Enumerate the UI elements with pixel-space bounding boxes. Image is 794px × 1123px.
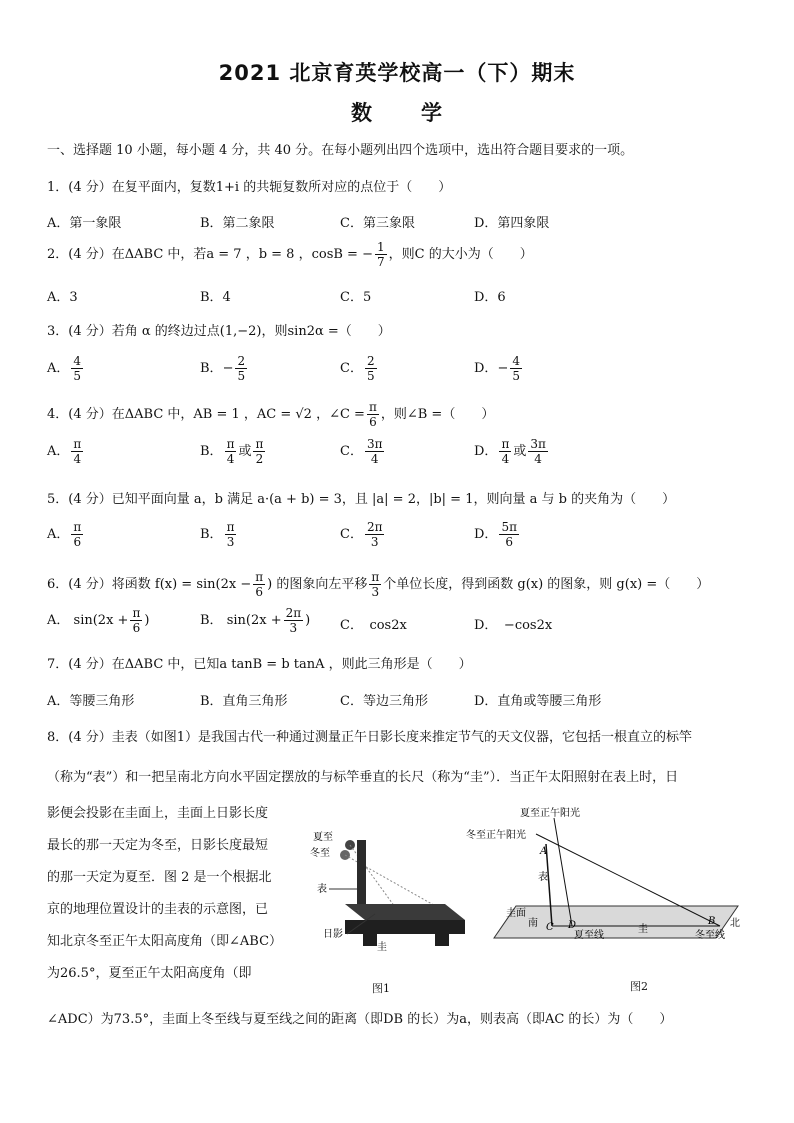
fig2-label-guimian: 圭面 [506,908,526,919]
fig2-label-nan: 南 [528,918,538,929]
fig1-label-gui: 圭 [377,942,387,953]
q4-option-a [47,437,85,466]
q3-d-frac [510,354,522,383]
fig1-label-dongzhi: 冬至 [310,848,330,859]
q5-b-label: B． [200,527,223,542]
q5-d-den: 6 [505,535,514,549]
q4-num: π [368,400,377,414]
q2-den: 7 [376,255,385,269]
q5-b-frac [225,520,237,549]
q4-d-num1: π [501,437,510,451]
question-3-options [47,354,747,390]
q3-c-frac [365,354,377,383]
question-7: 7．(4 分）在ΔABC 中，已知a tanB = b tanA ，则此三角形是（ ） [47,657,472,672]
fig2-label-b: B [708,916,716,927]
fig2-label-summer-sun: 夏至正午阳光 [520,808,580,819]
q3-c-num: 2 [366,354,375,368]
figure-1-gnomon [305,822,470,962]
q2-option-d: D．6 [474,290,506,305]
q4-c-num: 3π [366,437,383,451]
subject-heading [0,97,794,127]
gui-ruler-top [345,904,465,920]
q5-a-label: A． [47,527,70,542]
q2-option-c: C．5 [340,290,372,305]
gnomon-pole [357,840,366,912]
fig2-label-winter-sun: 冬至正午阳光 [466,830,526,841]
fig2-label-dongzhixian: 冬至线 [695,930,725,941]
fig2-label-a: A [540,846,548,857]
q3-d-den: 5 [512,369,520,383]
question-8-line1: 8．(4 分）圭表（如图1）是我国古代一种通过测量正午日影长度来推定节气的天文仪器，它包括一根直立的标竿 [47,730,693,745]
q6-den1: 6 [255,585,263,599]
q4-d-den2: 4 [534,452,542,466]
q7-option-b: B．直角三角形 [200,694,288,709]
question-6 [47,570,709,599]
q2-option-a: A．3 [47,290,78,305]
fig1-label-biao: 表 [317,884,327,895]
q4-c-den: 4 [370,452,379,466]
q6-a-num: π [132,606,141,620]
q3-a-frac [71,354,83,383]
q4-den: 6 [369,415,377,429]
section-instructions: 一、选择题 10 小题，每小题 4 分，共 40 分。在每小题列出四个选项中，选出符合题目要求的一项。 [47,143,634,158]
q3-b-num: 2 [237,354,246,368]
question-7-options [47,690,747,710]
question-1-options [47,212,747,232]
q5-option-b [200,520,238,549]
q6-frac2 [369,570,381,599]
fig2-label-biao: 表 [538,872,548,883]
q4-a-frac [71,437,83,466]
q1-option-a: A．第一象限 [47,216,122,231]
q6-a-frac [130,606,142,635]
q8-side-line: 最长的那一天定为冬至，日影长度最短 [47,838,269,853]
q5-d-frac [499,520,519,549]
q5-a-num: π [73,520,82,534]
q4-d-or: 或 [513,444,527,459]
q6-option-c: C． cos2x [340,618,407,633]
question-5-options [47,520,747,556]
q5-d-label: D． [474,527,498,542]
question-8-last-line: ∠ADC）为73.5°，圭面上冬至线与夏至线之间的距离（即DB 的长）为a，则表高（即AC 的长）为（ ） [47,1012,673,1027]
figure-1-caption: 图1 [372,982,390,995]
q8-side-line: 京的地理位置设计的圭表的示意图，已 [47,902,269,917]
question-4 [47,400,494,429]
q5-c-den: 3 [370,535,379,549]
q2-suffix: ，则C 的大小为（ ） [388,247,533,262]
q4-c-label: C． [340,444,363,459]
fig2-label-xiazhixian: 夏至线 [574,930,604,941]
gui-support-left [363,934,377,946]
q3-a-den: 5 [73,369,82,383]
q4-suffix: ，则∠B =（ ） [380,407,495,422]
q4-b-frac2 [253,437,265,466]
q3-b-sign: − [222,361,234,376]
q5-b-den: 3 [226,535,235,549]
q4-b-or: 或 [238,444,252,459]
q4-d-frac1 [499,437,511,466]
question-8-side-text [47,798,297,990]
q8-side-line: 为26.5°，夏至正午太阳高度角（即 [47,966,252,981]
question-4-options [47,437,747,473]
q6-num1: π [255,570,264,584]
q3-a-label: A． [47,361,70,376]
q6-suffix: 个单位长度，得到函数 g(x) 的图象，则 g(x) =（ ） [383,577,710,592]
q6-den2: 3 [371,585,380,599]
q4-a-label: A． [47,444,70,459]
q4-fraction [367,400,379,429]
q5-c-num: 2π [366,520,383,534]
fig2-label-d: D [568,920,577,931]
q4-b-num2: π [255,437,264,451]
q4-d-label: D． [474,444,498,459]
q4-a-den: 4 [73,452,82,466]
question-2 [47,240,533,269]
q3-option-a [47,354,85,383]
q5-option-d [474,520,521,549]
q6-b-den: 3 [289,621,298,635]
figure-2-caption: 图2 [630,980,648,993]
q5-c-frac [365,520,385,549]
q3-option-c [340,354,379,383]
q6-option-d: D． −cos2x [474,618,553,633]
q4-prefix: 4．(4 分）在ΔABC 中，AB = 1 ，AC = √2 ，∠C = [47,407,365,422]
fig2-label-gui: 圭 [638,924,648,935]
q7-option-c: C．等边三角形 [340,694,428,709]
q4-b-label: B． [200,444,223,459]
q5-a-frac [71,520,83,549]
q2-num: 1 [376,240,385,254]
q3-c-den: 5 [366,369,375,383]
q4-b-num1: π [226,437,235,451]
q3-c-label: C． [340,361,363,376]
question-5: 5．(4 分）已知平面向量 a，b 满足 a·(a + b) = 3，且 |a| = 2，|b| = 1，则向量 a 与 b 的夹角为（ ） [47,492,676,507]
gui-support-right [435,934,449,946]
q4-option-b [200,437,267,466]
q5-d-num: 5π [501,520,517,534]
q7-option-d: D．直角或等腰三角形 [474,694,602,709]
fig2-label-c: C [546,922,554,933]
q4-option-d [474,437,550,466]
q2-fraction [375,240,387,269]
fig1-label-xiazhi: 夏至 [313,832,333,843]
q4-d-frac2 [528,437,548,466]
q3-b-frac [235,354,247,383]
q5-a-den: 6 [73,535,82,549]
q4-option-c [340,437,386,466]
q6-num2: π [371,570,380,584]
q5-c-label: C． [340,527,363,542]
q3-b-den: 5 [237,369,246,383]
q2-prefix: 2．(4 分）在ΔABC 中，若a = 7 ，b = 8 ，cosB = − [47,247,373,262]
q6-a-post: ) [144,613,150,628]
q4-b-den2: 2 [255,452,264,466]
q4-b-den1: 4 [226,452,235,466]
question-3: 3．(4 分）若角 α 的终边过点(1,−2)，则sin2α =（ ） [47,324,391,339]
q6-option-b [200,606,310,635]
q6-b-pre: sin(2x + [226,613,282,628]
summer-ray [350,845,395,907]
q6-a-den: 6 [132,621,141,635]
subject-char-1: 数 [351,101,373,125]
q4-a-num: π [73,437,82,451]
subject-char-2: 学 [421,101,443,125]
q6-mid: ) 的图象向左平移 [267,577,368,592]
q5-b-num: π [226,520,235,534]
q4-c-frac [365,437,385,466]
question-1: 1．(4 分）在复平面内，复数1+i 的共轭复数所对应的点位于（ ） [47,180,452,195]
q3-d-sign: − [497,361,509,376]
question-8-line2: （称为“表”）和一把呈南北方向水平固定摆放的与标竿垂直的长尺（称为“圭”）．当正午太阳照射在表上时，日 [47,770,679,785]
q6-frac1 [253,570,265,599]
q6-b-post: ) [305,613,311,628]
q6-option-a [47,606,149,635]
q3-d-num: 4 [512,354,520,368]
question-6-options [47,606,747,642]
q6-prefix: 6．(4 分）将函数 f(x) = sin(2x − [47,577,252,592]
fig2-label-bei: 北 [730,918,740,929]
figure-2-diagram [466,808,748,950]
q5-option-c [340,520,386,549]
question-2-options [47,286,747,306]
q1-option-d: D．第四象限 [474,216,550,231]
q2-option-b: B．4 [200,290,231,305]
q1-option-b: B．第二象限 [200,216,275,231]
q1-option-c: C．第三象限 [340,216,415,231]
q5-option-a [47,520,85,549]
q3-option-b [200,354,249,383]
q6-b-frac [284,606,304,635]
q4-d-num2: 3π [530,437,546,451]
q8-side-line: 知北京冬至正午太阳高度角（即∠ABC） [47,934,283,949]
page-title: 2021 北京育英学校高一（下）期末 [218,61,576,85]
q8-side-line: 影便会投影在圭面上，圭面上日影长度 [47,806,269,821]
q6-a-label: A． [47,613,70,628]
q6-a-pre: sin(2x + [73,613,129,628]
q4-b-frac1 [225,437,237,466]
q3-option-d [474,354,524,383]
q8-side-line: 的那一天定为夏至．图 2 是一个根据北 [47,870,272,885]
q7-option-a: A．等腰三角形 [47,694,135,709]
q4-d-den1: 4 [501,452,510,466]
fig1-label-riying: 日影 [323,929,343,940]
q3-d-label: D． [474,361,498,376]
q6-b-label: B． [200,613,223,628]
q3-b-label: B． [200,361,223,376]
q3-a-num: 4 [73,354,82,368]
q6-b-num: 2π [285,606,302,620]
